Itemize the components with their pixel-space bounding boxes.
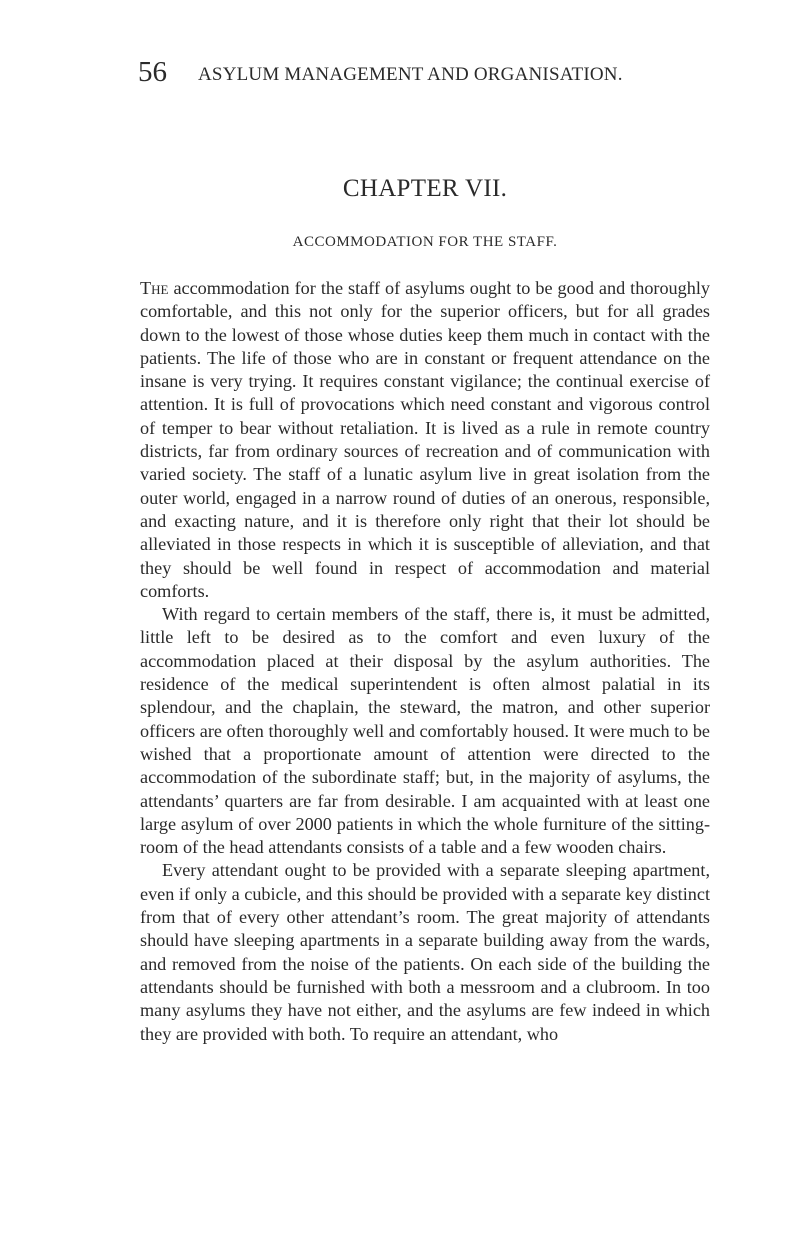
running-head [138,56,710,92]
page-number: 56 [138,56,167,88]
book-page [140,0,710,1257]
paragraph-1 [140,277,710,603]
chapter-subtitle: ACCOMMODATION FOR THE STAFF. [292,234,558,250]
body-text [140,277,710,1046]
paragraph-3: Every attendant ought to be provided with a separate sleeping apartment, even if only a cubicle, and this should be provided with a separate key distinct from that of every other attendant’s room. The great majority of attendants should have sleeping apartments in a separate building away from the wards, and removed from the noise of the patients. On each side of the building the attendants should be furnished with both a messroom and a clubroom. In too many asylums they have not either, and the asylums are few indeed in which they are provided with both. To require an attendant, who [140,860,710,1044]
paragraph-1-text: accommodation for the staff of asylums ought to be good and thoroughly comfortable, and this not only for the superior officers, but for all grades down to the lowest of those whose duties keep them much in contact with the patients. The life of those who are in constant or frequent attendance on the insane is very trying. It requires constant vigilance; the continual exercise of attention. It is full of provocations which need constant and vigorous control of temper to bear without retaliation. It is lived as a rule in remote country districts, far from ordinary sources of recreation and of communication with varied society. The staff of a lunatic asylum live in great isolation from the outer world, engaged in a narrow round of duties of an onerous, responsible, and exacting nature, and it is therefore only right that their lot should be alleviated in those respects in which it is susceptible of alleviation, and that they should be well found in respect of accommodation and material comforts. [140,278,710,601]
running-title: ASYLUM MANAGEMENT AND ORGANISATION. [198,64,623,85]
paragraph-lead-word: The [140,278,169,298]
chapter-title: CHAPTER VII. [342,175,508,202]
paragraph-2: With regard to certain members of the staff, there is, it must be admitted, little left to be desired as to the comfort and even luxury of the accommodation placed at their disposal by the asylum authorities. The residence of the medical superintendent is often almost palatial in its splendour, and the chaplain, the steward, the matron, and other superior officers are often thoroughly well and comfortably housed. It were much to be wished that a proportionate amount of attention were directed to the accommodation of the subordinate staff; but, in the majority of asylums, the attendants’ quarters are far from desirable. I am acquainted with at least one large asylum of over 2000 patients in which the whole furniture of the sitting-room of the head attendants consists of a table and a few wooden chairs. [140,604,710,858]
